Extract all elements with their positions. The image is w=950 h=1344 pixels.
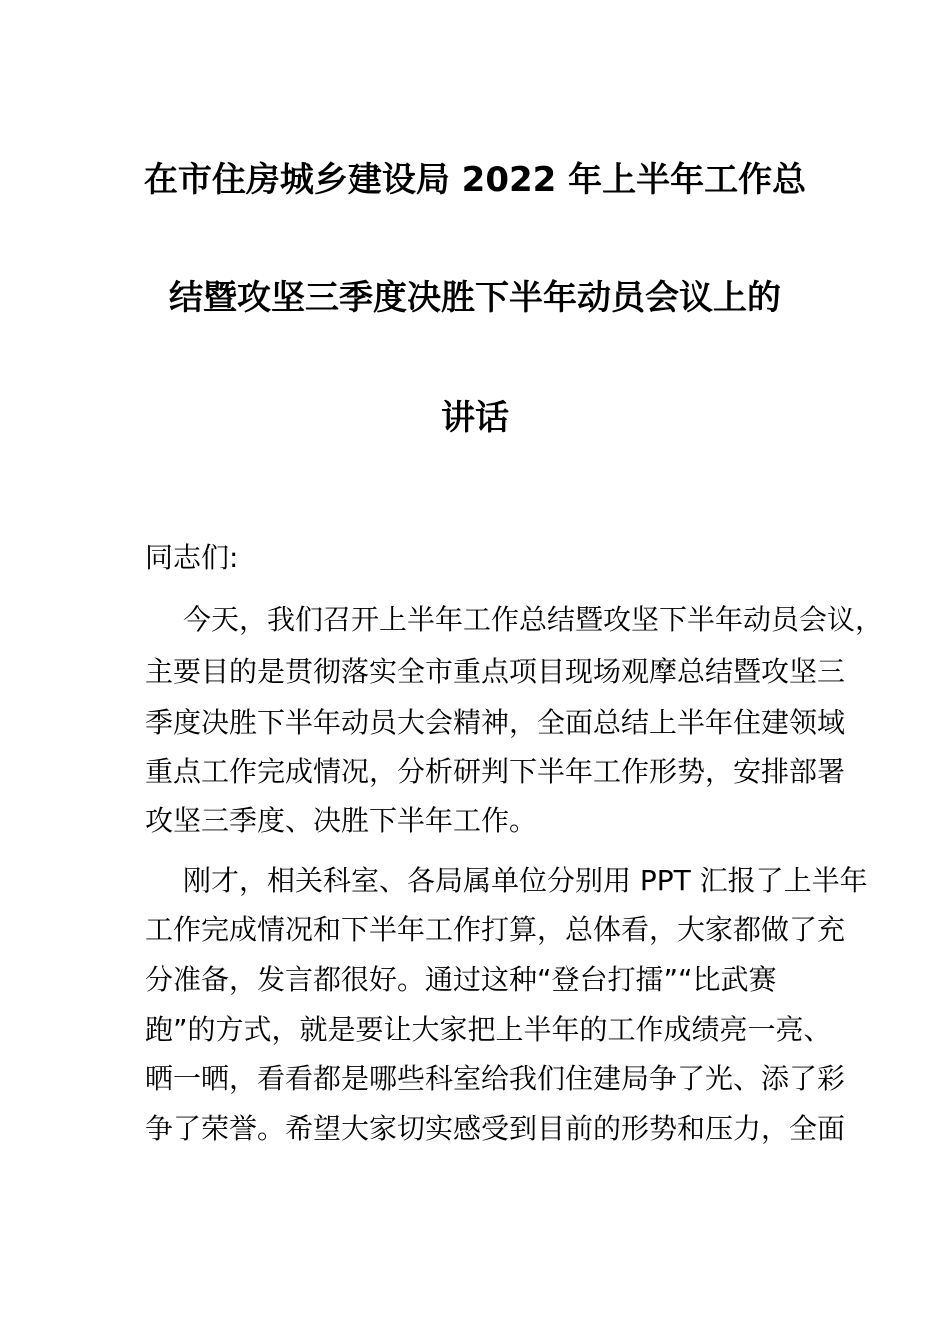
paragraph-2-line-5: 晒一晒，看看都是哪些科室给我们住建局争了光、添了彩 <box>145 1062 846 1095</box>
paragraph-1-line-4: 重点工作完成情况，分析研判下半年工作形势，安排部署 <box>145 755 846 788</box>
paragraph-2-line-6: 争了荣誉。希望大家切实感受到目前的形势和压力，全面 <box>145 1112 846 1145</box>
paragraph-2-line-3: 分准备，发言都很好。通过这种“登台打擂”“比武赛 <box>145 963 777 996</box>
paragraph-1-line-5: 攻坚三季度、决胜下半年工作。 <box>145 804 538 837</box>
paragraph-1-line-3: 季度决胜下半年动员大会精神，全面总结上半年住建领域 <box>145 706 846 739</box>
paragraph-1-line-1: 今天，我们召开上半年工作总结暨攻坚下半年动员会议， <box>183 603 884 636</box>
document-title-line-3: 讲话 <box>441 398 509 438</box>
paragraph-2-line-2: 工作完成情况和下半年工作打算，总体看，大家都做了充 <box>145 913 846 946</box>
paragraph-2-line-4: 跑”的方式，就是要让大家把上半年的工作成绩亮一亮、 <box>145 1013 832 1046</box>
paragraph-2-line-1: 刚才，相关科室、各局属单位分别用 PPT 汇报了上半年 <box>183 864 868 897</box>
document-title-line-2: 结暨攻坚三季度决胜下半年动员会议上的 <box>169 278 781 318</box>
paragraph-1-line-2: 主要目的是贯彻落实全市重点项目现场观摩总结暨攻坚三 <box>145 655 846 688</box>
document-title-line-1: 在市住房城乡建设局 2022 年上半年工作总 <box>143 160 807 200</box>
salutation: 同志们: <box>145 541 239 574</box>
